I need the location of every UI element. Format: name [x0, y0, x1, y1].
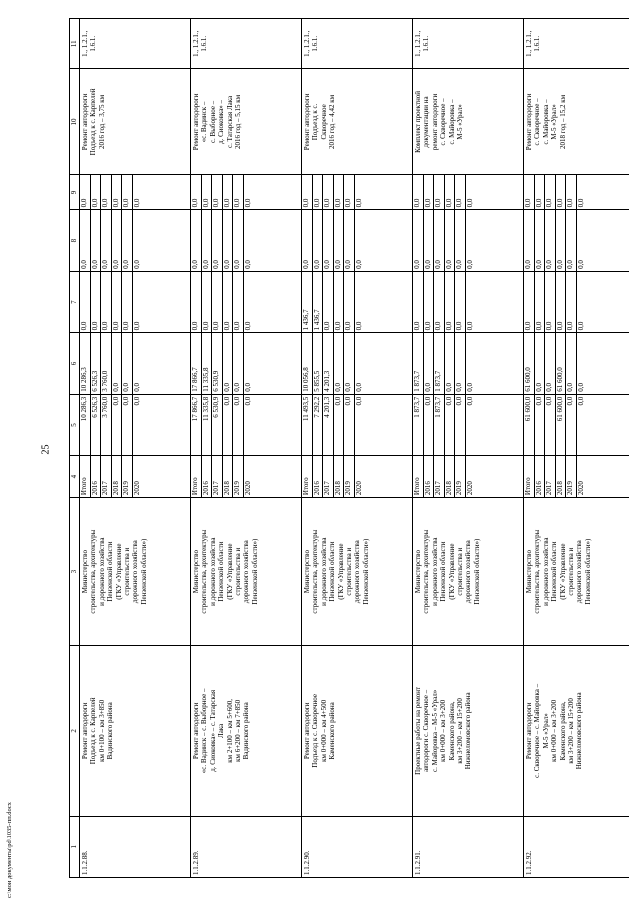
row-result: Комплект проектной документации на ремонт автодороги с. Скворечное – с. Майоровка – М-5 «Урал» — [413, 69, 524, 175]
value-cell: 0,0 — [313, 210, 324, 270]
value-cell: 0,0 — [566, 272, 577, 332]
row-result: Ремонт автодороги Подъезд к с. Карпелей 2016 год – 3,75 км — [80, 69, 191, 175]
year-cell: 2017 — [212, 456, 223, 497]
row-col6 — [191, 333, 302, 394]
value-cell: 0,0 — [576, 198, 585, 208]
value-cell: 0,0 — [424, 333, 435, 393]
value-cell: 0,0 — [354, 260, 363, 269]
value-cell: 0,0 — [354, 321, 363, 331]
value-cell: 0,0 — [445, 176, 456, 210]
value-cell: 0,0 — [334, 395, 345, 455]
value-cell: 0,0 — [302, 176, 313, 210]
value-cell: 1 873,7 — [413, 395, 424, 455]
header-cell: 8 — [70, 210, 80, 271]
row-col7 — [191, 271, 302, 332]
value-cell: 0,0 — [223, 272, 234, 332]
value-cell: 0,0 — [545, 176, 556, 210]
year-cell: 2019 — [344, 456, 355, 497]
value-cell: 0,0 — [233, 333, 244, 393]
table-row — [524, 19, 630, 878]
value-cell: 6 530,9 — [212, 333, 223, 393]
row-name: Ремонт автодороги Подъезд к с. Карпелей км 0+100 – км 3+850 Вадинского района — [80, 646, 191, 816]
value-cell: 0,0 — [334, 210, 345, 270]
year-cell: 2016 — [91, 456, 102, 497]
value-cell: 0,0 — [434, 272, 445, 332]
value-cell: 0,0 — [313, 176, 324, 210]
row-col5 — [413, 394, 524, 455]
value-cell: 0,0 — [91, 210, 102, 270]
footer-file-path: c:\мои документы\pd\1035-пп.docx — [6, 802, 13, 898]
value-cell: 7 292,2 — [313, 395, 324, 455]
value-cell: 0,0 — [132, 383, 141, 392]
value-cell: 0,0 — [132, 396, 141, 406]
value-cell: 0,0 — [334, 272, 345, 332]
year-cell: 2019 — [122, 456, 133, 497]
value-cell: 1 436,7 — [313, 272, 324, 332]
value-cell: 0,0 — [223, 395, 234, 455]
value-cell: 0,0 — [576, 260, 585, 269]
value-cell: 0,0 — [465, 198, 474, 208]
value-cell: 0,0 — [556, 272, 567, 332]
value-cell: 0,0 — [101, 272, 112, 332]
value-cell: 3 760,0 — [101, 333, 112, 393]
header-cell: 4 — [70, 456, 80, 498]
year-cell: 2020 — [576, 481, 585, 496]
value-cell: 0,0 — [191, 176, 202, 210]
row-col8 — [524, 210, 630, 271]
value-cell: 0,0 — [413, 210, 424, 270]
value-cell: 0,0 — [535, 395, 546, 455]
row-col5 — [524, 394, 630, 455]
value-cell: 0,0 — [535, 210, 546, 270]
value-cell: 0,0 — [233, 272, 244, 332]
value-cell: 5 855,5 — [313, 333, 324, 393]
value-cell: 0,0 — [354, 396, 363, 406]
rotated-page — [69, 18, 629, 878]
row-executor: Министерство строительства, архитектуры и дорожного хозяйства Пензенской области (ГКУ «Управление строительства и дорожного хозяйства Пензенской области») — [413, 498, 524, 646]
value-cell: 0,0 — [344, 395, 355, 455]
year-cell: Итого — [524, 456, 535, 497]
value-cell: 11 335,8 — [202, 333, 213, 393]
row-col8 — [302, 210, 413, 271]
value-cell: 0,0 — [344, 210, 355, 270]
value-cell: 0,0 — [80, 210, 91, 270]
value-cell: 0,0 — [413, 176, 424, 210]
year-cell: 2017 — [323, 456, 334, 497]
value-cell: 0,0 — [424, 272, 435, 332]
table-container — [69, 18, 629, 878]
value-cell: 0,0 — [112, 176, 123, 210]
year-cell: Итого — [302, 456, 313, 497]
value-cell: 0,0 — [535, 272, 546, 332]
row-executor: Министерство строительства, архитектуры и дорожного хозяйства Пензенской области (ГКУ «Управление строительства и дорожного хозяйства Пензенской области») — [80, 498, 191, 646]
value-cell: 0,0 — [122, 395, 133, 455]
value-cell: 0,0 — [445, 333, 456, 393]
value-cell: 1 873,7 — [434, 333, 445, 393]
row-col8 — [413, 210, 524, 271]
value-cell: 0,0 — [465, 260, 474, 269]
row-indicator: 1., 1.2.1., 1.6.1. — [302, 19, 413, 69]
value-cell: 0,0 — [302, 210, 313, 270]
year-cell: 2016 — [535, 456, 546, 497]
year-cell: 2020 — [354, 481, 363, 496]
row-id: 1.1.2.88. — [80, 816, 191, 877]
row-id: 1.1.2.91. — [413, 816, 524, 877]
program-table — [69, 18, 629, 878]
row-result: Ремонт автодороги с. Скворечное – с. Майоровка – М-5 «Урал» 2018 год – 15,2 км — [524, 69, 630, 175]
year-cell: 2016 — [202, 456, 213, 497]
value-cell: 0,0 — [455, 272, 466, 332]
value-cell: 0,0 — [334, 333, 345, 393]
table-row — [413, 19, 524, 878]
value-cell: 0,0 — [191, 210, 202, 270]
value-cell: 61 600,0 — [556, 395, 567, 455]
value-cell: 0,0 — [556, 210, 567, 270]
year-cell: Итого — [191, 456, 202, 497]
row-col6 — [80, 333, 191, 394]
value-cell: 10 286,3 — [80, 395, 91, 455]
value-cell: 0,0 — [344, 272, 355, 332]
value-cell: 0,0 — [233, 210, 244, 270]
value-cell: 0,0 — [545, 333, 556, 393]
row-col8 — [191, 210, 302, 271]
value-cell: 6 526,3 — [91, 395, 102, 455]
value-cell: 0,0 — [445, 395, 456, 455]
row-years — [302, 456, 413, 498]
row-years — [80, 456, 191, 498]
value-cell: 0,0 — [344, 176, 355, 210]
value-cell: 0,0 — [354, 198, 363, 208]
year-cell: 2017 — [434, 456, 445, 497]
row-result: Ремонт автодороги Подъезд к с. Скворечное 2016 год – 4,42 км — [302, 69, 413, 175]
value-cell: 0,0 — [112, 272, 123, 332]
value-cell: 0,0 — [545, 395, 556, 455]
value-cell: 3 760,0 — [101, 395, 112, 455]
header-row — [70, 19, 80, 878]
value-cell: 0,0 — [112, 210, 123, 270]
row-name: Ремонт автодороги Подъезд к с. Скворечное км 0+000 – км 4+500 Каменского района — [302, 646, 413, 816]
value-cell: 0,0 — [524, 272, 535, 332]
row-col5 — [302, 394, 413, 455]
value-cell: 0,0 — [465, 321, 474, 331]
value-cell: 0,0 — [434, 176, 445, 210]
row-col9 — [524, 175, 630, 210]
value-cell: 0,0 — [424, 176, 435, 210]
row-name: Ремонт автодороги с. Скворечное – с. Майоровка – М-5 «Урал» км 0+000 – км 3+200 Каменского района, км 3+200 – км 15+200 Нижнеломовского района — [524, 646, 630, 816]
value-cell: 0,0 — [566, 395, 577, 455]
value-cell: 0,0 — [233, 395, 244, 455]
value-cell: 0,0 — [434, 210, 445, 270]
value-cell: 0,0 — [243, 383, 252, 392]
value-cell: 1 873,7 — [413, 333, 424, 393]
row-col6 — [413, 333, 524, 394]
row-col8 — [80, 210, 191, 271]
value-cell: 0,0 — [122, 272, 133, 332]
row-years — [524, 456, 630, 498]
value-cell: 0,0 — [223, 333, 234, 393]
header-cell: 6 — [70, 333, 80, 394]
value-cell: 0,0 — [524, 176, 535, 210]
value-cell: 10 056,8 — [302, 333, 313, 393]
value-cell: 0,0 — [243, 260, 252, 269]
value-cell: 0,0 — [535, 333, 546, 393]
year-cell: 2016 — [424, 456, 435, 497]
value-cell: 0,0 — [566, 333, 577, 393]
value-cell: 0,0 — [545, 210, 556, 270]
year-cell: 2020 — [465, 481, 474, 496]
value-cell: 11 335,8 — [202, 395, 213, 455]
value-cell: 61 600,0 — [556, 333, 567, 393]
value-cell: 0,0 — [524, 210, 535, 270]
value-cell: 0,0 — [122, 176, 133, 210]
value-cell: 0,0 — [566, 176, 577, 210]
row-indicator: 1., 1.2.1., 1.6.1. — [413, 19, 524, 69]
value-cell: 0,0 — [566, 210, 577, 270]
value-cell: 0,0 — [202, 210, 213, 270]
value-cell: 0,0 — [212, 272, 223, 332]
page-number: 25 — [40, 444, 52, 455]
value-cell: 0,0 — [101, 210, 112, 270]
value-cell: 0,0 — [233, 176, 244, 210]
row-col9 — [302, 175, 413, 210]
value-cell: 4 201,3 — [323, 333, 334, 393]
table-row — [80, 19, 191, 878]
value-cell: 0,0 — [455, 176, 466, 210]
year-cell: 2018 — [223, 456, 234, 497]
value-cell: 0,0 — [576, 321, 585, 331]
year-cell: 2018 — [556, 456, 567, 497]
row-executor: Министерство строительства, архитектуры и дорожного хозяйства Пензенской области (ГКУ «Управление строительства и дорожного хозяйства Пензенской области») — [302, 498, 413, 646]
header-cell: 2 — [70, 646, 80, 816]
value-cell: 0,0 — [132, 321, 141, 331]
value-cell: 1 436,7 — [302, 272, 313, 332]
value-cell: 0,0 — [243, 198, 252, 208]
value-cell: 0,0 — [223, 176, 234, 210]
header-cell: 5 — [70, 394, 80, 455]
value-cell: 0,0 — [556, 176, 567, 210]
row-result: Ремонт автодороги «с. Вадинск – с. Выборное – д. Сиоковка» – с. Татарская Лака 2016 год – 5,15 км — [191, 69, 302, 175]
header-cell: 10 — [70, 69, 80, 175]
value-cell: 0,0 — [455, 395, 466, 455]
value-cell: 0,0 — [413, 272, 424, 332]
year-cell: 2019 — [233, 456, 244, 497]
value-cell: 0,0 — [191, 272, 202, 332]
value-cell: 0,0 — [132, 260, 141, 269]
header-cell: 11 — [70, 19, 80, 69]
value-cell: 0,0 — [202, 272, 213, 332]
value-cell: 0,0 — [202, 176, 213, 210]
value-cell: 0,0 — [243, 321, 252, 331]
year-cell: 2020 — [132, 481, 141, 496]
value-cell: 6 530,9 — [212, 395, 223, 455]
row-col7 — [302, 271, 413, 332]
row-years — [191, 456, 302, 498]
row-col9 — [80, 175, 191, 210]
value-cell: 17 866,7 — [191, 395, 202, 455]
value-cell: 0,0 — [122, 210, 133, 270]
value-cell: 0,0 — [424, 210, 435, 270]
value-cell: 0,0 — [323, 210, 334, 270]
header-cell: 3 — [70, 498, 80, 646]
value-cell: 0,0 — [80, 176, 91, 210]
row-id: 1.1.2.90. — [302, 816, 413, 877]
value-cell: 0,0 — [323, 272, 334, 332]
value-cell: 0,0 — [132, 198, 141, 208]
year-cell: 2018 — [334, 456, 345, 497]
table-row — [191, 19, 302, 878]
row-col5 — [80, 394, 191, 455]
value-cell: 0,0 — [465, 383, 474, 392]
row-executor: Министерство строительства, архитектуры и дорожного хозяйства Пензенской области (ГКУ «Управление строительства и дорожного хозяйства Пензенской области») — [524, 498, 630, 646]
row-id: 1.1.2.92. — [524, 816, 630, 877]
year-cell: Итого — [413, 456, 424, 497]
value-cell: 0,0 — [80, 272, 91, 332]
row-indicator: 1., 1.2.1., 1.6.1. — [524, 19, 630, 69]
value-cell: 1 873,7 — [434, 395, 445, 455]
value-cell: 0,0 — [323, 176, 334, 210]
value-cell: 4 201,3 — [323, 395, 334, 455]
row-name: Проектные работы на ремонт автодороги с. Скворечное – с. Майоровка – М-5 «Урал» км 0+000 – км 3+200 Каменского района, км 3+200 – км 15+200 Нижнеломовского района — [413, 646, 524, 816]
year-cell: 2017 — [101, 456, 112, 497]
value-cell: 61 600,0 — [524, 333, 535, 393]
year-cell: 2016 — [313, 456, 324, 497]
header-cell: 7 — [70, 271, 80, 332]
row-name: Ремонт автодороги «с. Вадинск – с. Выборное – д. Сиоковка» – с. Татарская Лака км 2+100 – км 5+600, км 6+200 – км 7+850 Вадинского района — [191, 646, 302, 816]
value-cell: 0,0 — [535, 176, 546, 210]
value-cell: 0,0 — [424, 395, 435, 455]
row-col9 — [191, 175, 302, 210]
year-cell: 2018 — [445, 456, 456, 497]
row-executor: Министерство строительства, архитектуры и дорожного хозяйства Пензенской области (ГКУ «Управление строительства и дорожного хозяйства Пензенской области») — [191, 498, 302, 646]
table-row — [302, 19, 413, 878]
value-cell: 0,0 — [122, 333, 133, 393]
row-col5 — [191, 394, 302, 455]
value-cell: 0,0 — [445, 272, 456, 332]
row-id: 1.1.2.89. — [191, 816, 302, 877]
value-cell: 0,0 — [465, 396, 474, 406]
year-cell: 2018 — [112, 456, 123, 497]
row-col7 — [413, 271, 524, 332]
value-cell: 10 286,3 — [80, 333, 91, 393]
row-col6 — [302, 333, 413, 394]
value-cell: 0,0 — [223, 210, 234, 270]
value-cell: 61 600,0 — [524, 395, 535, 455]
value-cell: 0,0 — [354, 383, 363, 392]
year-cell: 2019 — [566, 456, 577, 497]
value-cell: 0,0 — [576, 396, 585, 406]
header-cell: 1 — [70, 816, 80, 877]
year-cell: 2020 — [243, 481, 252, 496]
value-cell: 0,0 — [212, 176, 223, 210]
value-cell: 17 866,7 — [191, 333, 202, 393]
value-cell: 0,0 — [112, 333, 123, 393]
value-cell: 0,0 — [212, 210, 223, 270]
value-cell: 0,0 — [334, 176, 345, 210]
value-cell: 0,0 — [445, 210, 456, 270]
value-cell: 0,0 — [112, 395, 123, 455]
value-cell: 0,0 — [576, 383, 585, 392]
row-col9 — [413, 175, 524, 210]
year-cell: 2019 — [455, 456, 466, 497]
value-cell: 0,0 — [91, 272, 102, 332]
value-cell: 11 493,5 — [302, 395, 313, 455]
value-cell: 0,0 — [455, 210, 466, 270]
value-cell: 0,0 — [243, 396, 252, 406]
value-cell: 6 526,3 — [91, 333, 102, 393]
header-cell: 9 — [70, 175, 80, 210]
year-cell: Итого — [80, 456, 91, 497]
value-cell: 0,0 — [91, 176, 102, 210]
value-cell: 0,0 — [455, 333, 466, 393]
value-cell: 0,0 — [344, 333, 355, 393]
row-col7 — [80, 271, 191, 332]
value-cell: 0,0 — [545, 272, 556, 332]
value-cell: 0,0 — [101, 176, 112, 210]
year-cell: 2017 — [545, 456, 556, 497]
row-indicator: 1., 1.2.1., 1.6.1. — [80, 19, 191, 69]
row-col6 — [524, 333, 630, 394]
row-col7 — [524, 271, 630, 332]
row-years — [413, 456, 524, 498]
row-indicator: 1., 1.2.1., 1.6.1. — [191, 19, 302, 69]
